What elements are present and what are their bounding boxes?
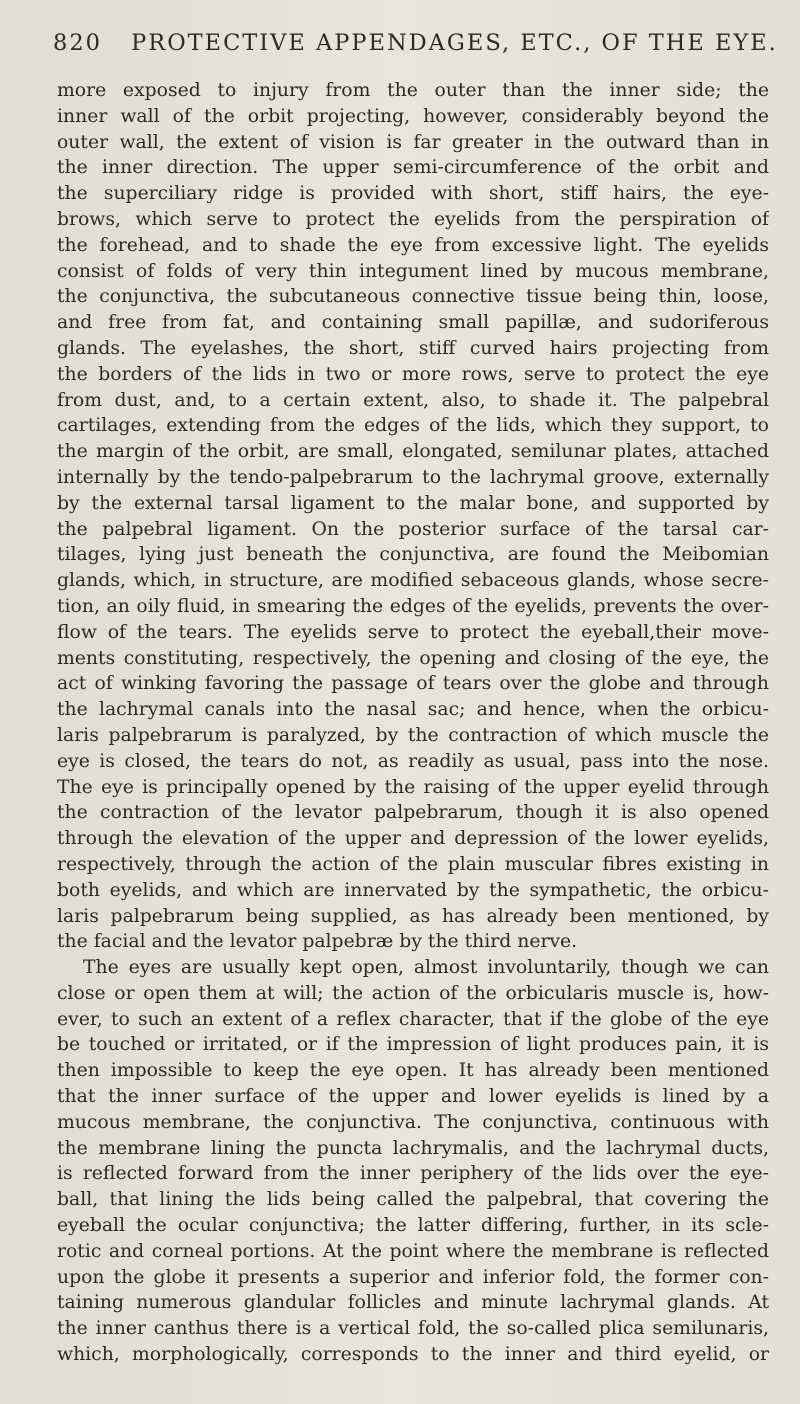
text-line: be touched or irritated, or if the impression of light produces pain, it is	[57, 1034, 769, 1056]
text-line: consist of folds of very thin integument lined by mucous membrane,	[57, 260, 769, 282]
text-line: the inner direction. The upper semi-circumference of the orbit and	[57, 157, 769, 179]
text-line: through the elevation of the upper and depression of the lower eyelids,	[57, 828, 769, 850]
text-line: glands. The eyelashes, the short, stiff curved hairs projecting from	[57, 337, 769, 359]
text-line: the inner canthus there is a vertical fold, the so-called plica semilunaris,	[57, 1318, 769, 1340]
page-number: 820	[53, 30, 102, 56]
text-line: and free from fat, and containing small papillæ, and sudoriferous	[57, 312, 769, 334]
text-line: outer wall, the extent of vision is far greater in the outward than in	[57, 131, 769, 153]
text-line: the superciliary ridge is provided with short, stiff hairs, the eye-	[57, 183, 769, 205]
text-line: taining numerous glandular follicles and minute lachrymal glands. At	[57, 1292, 769, 1314]
text-line: is reflected forward from the inner periphery of the lids over the eye-	[57, 1163, 769, 1185]
text-line: the membrane lining the puncta lachrymalis, and the lachrymal ducts,	[57, 1137, 769, 1159]
text-line: which, morphologically, corresponds to the inner and third eyelid, or	[57, 1344, 769, 1366]
text-line: the forehead, and to shade the eye from excessive light. The eyelids	[57, 234, 769, 256]
text-line: eyeball the ocular conjunctiva; the latter differing, further, in its scle-	[57, 1215, 769, 1237]
text-line: ever, to such an extent of a reflex character, that if the globe of the eye	[57, 1008, 769, 1030]
text-line: eye is closed, the tears do not, as readily as usual, pass into the nose.	[57, 750, 769, 772]
text-line: mucous membrane, the conjunctiva. The conjunctiva, continuous with	[57, 1111, 769, 1133]
running-head-title: PROTECTIVE APPENDAGES, ETC., OF THE EYE.	[131, 30, 778, 56]
running-head	[53, 30, 778, 56]
text-line: the lachrymal canals into the nasal sac; and hence, when the orbicu-	[57, 699, 769, 721]
text-line: flow of the tears. The eyelids serve to protect the eyeball,their move-	[57, 621, 769, 643]
text-line: more exposed to injury from the outer than the inner side; the	[57, 80, 769, 101]
text-line: close or open them at will; the action of the orbicularis muscle is, how-	[57, 982, 769, 1004]
text-line: laris palpebrarum is paralyzed, by the contraction of which muscle the	[57, 724, 769, 746]
text-line: inner wall of the orbit projecting, however, considerably beyond the	[57, 105, 769, 127]
body-text	[57, 78, 769, 1368]
text-line: the borders of the lids in two or more rows, serve to protect the eye	[57, 363, 769, 385]
text-line: then impossible to keep the eye open. It has already been mentioned	[57, 1060, 769, 1082]
text-line: internally by the tendo-palpebrarum to the lachrymal groove, externally	[57, 466, 769, 488]
text-line: respectively, through the action of the plain muscular fibres existing in	[57, 853, 769, 875]
text-line: The eye is principally opened by the raising of the upper eyelid through	[57, 776, 769, 798]
text-line: tilages, lying just beneath the conjunctiva, are found the Meibomian	[57, 544, 769, 566]
text-line: ball, that lining the lids being called the palpebral, that covering the	[57, 1189, 769, 1211]
text-line: that the inner surface of the upper and lower eyelids is lined by a	[57, 1086, 769, 1108]
text-line: brows, which serve to protect the eyelids from the perspiration of	[57, 208, 769, 230]
text-line: by the external tarsal ligament to the malar bone, and supported by	[57, 492, 769, 514]
text-line: tion, an oily fluid, in smearing the edges of the eyelids, prevents the over-	[57, 595, 769, 617]
text-line: both eyelids, and which are innervated by the sympathetic, the orbicu-	[57, 879, 769, 901]
text-line: glands, which, in structure, are modified sebaceous glands, whose secre-	[57, 570, 769, 592]
text-line: the facial and the levator palpebræ by the third nerve.	[57, 931, 578, 953]
text-line: the margin of the orbit, are small, elongated, semilunar plates, attached	[57, 441, 769, 463]
text-line: ments constituting, respectively, the opening and closing of the eye, the	[57, 647, 769, 669]
text-line: the conjunctiva, the subcutaneous connective tissue being thin, loose,	[57, 286, 769, 308]
text-line: The eyes are usually kept open, almost involuntarily, though we can	[83, 957, 769, 979]
text-line: laris palpebrarum being supplied, as has already been mentioned, by	[57, 905, 769, 927]
text-line: the palpebral ligament. On the posterior surface of the tarsal car-	[57, 518, 769, 540]
text-line: from dust, and, to a certain extent, also, to shade it. The palpebral	[57, 389, 769, 411]
text-line: rotic and corneal portions. At the point where the membrane is reflected	[57, 1240, 769, 1262]
text-line: cartilages, extending from the edges of the lids, which they support, to	[57, 415, 769, 437]
text-line: upon the globe it presents a superior and inferior fold, the former con-	[57, 1266, 769, 1288]
text-line: the contraction of the levator palpebrarum, though it is also opened	[57, 802, 769, 824]
text-line: act of winking favoring the passage of tears over the globe and through	[57, 673, 769, 695]
